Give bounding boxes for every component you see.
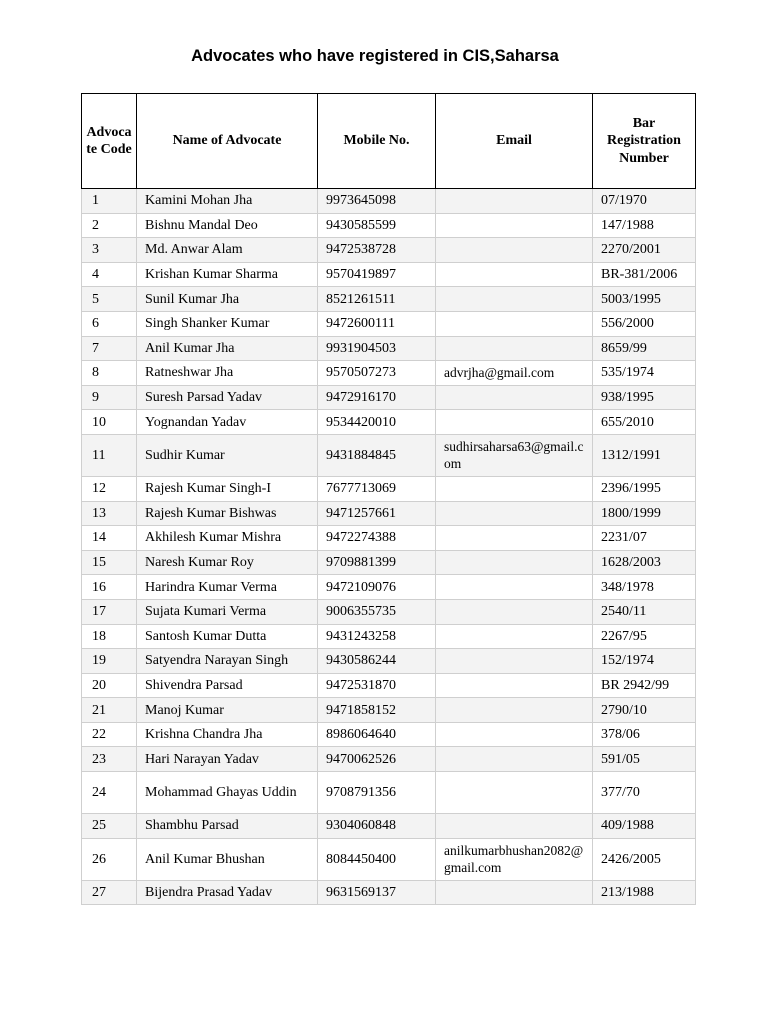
email-cell (436, 410, 593, 435)
table-row (82, 410, 696, 435)
email-cell (436, 262, 593, 287)
mobile-number-cell: 9471858152 (318, 698, 436, 723)
table-row (82, 501, 696, 526)
email-cell (436, 385, 593, 410)
mobile-number-cell: 9570419897 (318, 262, 436, 287)
advocate-name-cell: Shivendra Parsad (137, 673, 318, 698)
advocate-code-cell: 24 (82, 772, 137, 814)
table-row (82, 311, 696, 336)
header-advocate-code: Advocate Code (82, 94, 137, 189)
advocate-name-cell: Yognandan Yadav (137, 410, 318, 435)
mobile-number-cell: 8986064640 (318, 722, 436, 747)
advocate-code-cell: 15 (82, 550, 137, 575)
table-row (82, 336, 696, 361)
bar-registration-cell: BR 2942/99 (593, 673, 696, 698)
advocate-name-cell: Akhilesh Kumar Mishra (137, 526, 318, 551)
mobile-number-cell: 9430586244 (318, 649, 436, 674)
mobile-number-cell: 8521261511 (318, 287, 436, 312)
email-cell (436, 880, 593, 905)
mobile-number-cell: 9431243258 (318, 624, 436, 649)
mobile-number-cell: 9534420010 (318, 410, 436, 435)
mobile-number-cell: 9431884845 (318, 434, 436, 476)
email-cell (436, 476, 593, 501)
mobile-number-cell: 8084450400 (318, 838, 436, 880)
table-row (82, 189, 696, 214)
mobile-number-cell: 9472600111 (318, 311, 436, 336)
advocate-code-cell: 5 (82, 287, 137, 312)
advocate-code-cell: 7 (82, 336, 137, 361)
bar-registration-cell: 2267/95 (593, 624, 696, 649)
bar-registration-cell: 1800/1999 (593, 501, 696, 526)
advocate-code-cell: 1 (82, 189, 137, 214)
advocate-code-cell: 4 (82, 262, 137, 287)
mobile-number-cell: 9472531870 (318, 673, 436, 698)
bar-registration-cell: 2396/1995 (593, 476, 696, 501)
table-row (82, 550, 696, 575)
advocate-code-cell: 20 (82, 673, 137, 698)
mobile-number-cell: 9931904503 (318, 336, 436, 361)
bar-registration-cell: 1628/2003 (593, 550, 696, 575)
mobile-number-cell: 9470062526 (318, 747, 436, 772)
header-email: Email (436, 94, 593, 189)
advocate-name-cell: Manoj Kumar (137, 698, 318, 723)
mobile-number-cell: 9708791356 (318, 772, 436, 814)
email-cell (436, 747, 593, 772)
advocate-code-cell: 9 (82, 385, 137, 410)
advocate-code-cell: 14 (82, 526, 137, 551)
advocate-code-cell: 6 (82, 311, 137, 336)
bar-registration-cell: 152/1974 (593, 649, 696, 674)
advocate-name-cell: Naresh Kumar Roy (137, 550, 318, 575)
mobile-number-cell: 9472538728 (318, 238, 436, 263)
bar-registration-cell: 1312/1991 (593, 434, 696, 476)
advocate-code-cell: 16 (82, 575, 137, 600)
table-row (82, 476, 696, 501)
advocate-name-cell: Shambhu Parsad (137, 814, 318, 839)
mobile-number-cell: 7677713069 (318, 476, 436, 501)
bar-registration-cell: 378/06 (593, 722, 696, 747)
advocate-name-cell: Sunil Kumar Jha (137, 287, 318, 312)
email-cell (436, 501, 593, 526)
bar-registration-cell: 2231/07 (593, 526, 696, 551)
advocate-code-cell: 23 (82, 747, 137, 772)
bar-registration-cell: BR-381/2006 (593, 262, 696, 287)
advocate-name-cell: Ratneshwar Jha (137, 361, 318, 386)
advocate-name-cell: Rajesh Kumar Singh-I (137, 476, 318, 501)
email-cell (436, 189, 593, 214)
bar-registration-cell: 2270/2001 (593, 238, 696, 263)
advocate-code-cell: 18 (82, 624, 137, 649)
bar-registration-cell: 07/1970 (593, 189, 696, 214)
advocate-name-cell: Santosh Kumar Dutta (137, 624, 318, 649)
email-cell: anilkumarbhushan2082@gmail.com (436, 838, 593, 880)
email-cell (436, 336, 593, 361)
bar-registration-cell: 591/05 (593, 747, 696, 772)
email-cell (436, 238, 593, 263)
bar-registration-cell: 409/1988 (593, 814, 696, 839)
bar-registration-cell: 938/1995 (593, 385, 696, 410)
header-name-of-advocate: Name of Advocate (137, 94, 318, 189)
table-row (82, 814, 696, 839)
advocate-name-cell: Md. Anwar Alam (137, 238, 318, 263)
mobile-number-cell: 9973645098 (318, 189, 436, 214)
email-cell (436, 624, 593, 649)
table-row (82, 599, 696, 624)
advocate-name-cell: Kamini Mohan Jha (137, 189, 318, 214)
advocate-code-cell: 2 (82, 213, 137, 238)
advocate-name-cell: Bishnu Mandal Deo (137, 213, 318, 238)
advocate-name-cell: Rajesh Kumar Bishwas (137, 501, 318, 526)
bar-registration-cell: 8659/99 (593, 336, 696, 361)
advocate-code-cell: 19 (82, 649, 137, 674)
table-row (82, 361, 696, 386)
advocate-name-cell: Krishan Kumar Sharma (137, 262, 318, 287)
bar-registration-cell: 2540/11 (593, 599, 696, 624)
mobile-number-cell: 9304060848 (318, 814, 436, 839)
email-cell (436, 599, 593, 624)
mobile-number-cell: 9570507273 (318, 361, 436, 386)
mobile-number-cell: 9471257661 (318, 501, 436, 526)
advocate-code-cell: 22 (82, 722, 137, 747)
email-cell (436, 213, 593, 238)
mobile-number-cell: 9472109076 (318, 575, 436, 600)
email-cell (436, 550, 593, 575)
email-cell (436, 575, 593, 600)
bar-registration-cell: 377/70 (593, 772, 696, 814)
advocate-code-cell: 21 (82, 698, 137, 723)
bar-registration-cell: 2790/10 (593, 698, 696, 723)
advocate-name-cell: Sujata Kumari Verma (137, 599, 318, 624)
email-cell (436, 311, 593, 336)
table-row (82, 575, 696, 600)
mobile-number-cell: 9472274388 (318, 526, 436, 551)
mobile-number-cell: 9430585599 (318, 213, 436, 238)
header-bar-registration-number: Bar Registration Number (593, 94, 696, 189)
table-row (82, 880, 696, 905)
advocates-table (81, 93, 696, 905)
table-row (82, 649, 696, 674)
advocate-name-cell: Krishna Chandra Jha (137, 722, 318, 747)
table-row (82, 287, 696, 312)
advocate-name-cell: Anil Kumar Bhushan (137, 838, 318, 880)
advocate-code-cell: 13 (82, 501, 137, 526)
advocate-name-cell: Singh Shanker Kumar (137, 311, 318, 336)
advocate-code-cell: 26 (82, 838, 137, 880)
advocate-code-cell: 25 (82, 814, 137, 839)
table-header-row (82, 94, 696, 189)
advocate-code-cell: 17 (82, 599, 137, 624)
email-cell (436, 526, 593, 551)
bar-registration-cell: 348/1978 (593, 575, 696, 600)
bar-registration-cell: 556/2000 (593, 311, 696, 336)
document-title: Advocates who have registered in CIS,Saharsa (191, 47, 559, 65)
bar-registration-cell: 655/2010 (593, 410, 696, 435)
advocate-name-cell: Satyendra Narayan Singh (137, 649, 318, 674)
advocate-name-cell: Suresh Parsad Yadav (137, 385, 318, 410)
table-row (82, 526, 696, 551)
email-cell: advrjha@gmail.com (436, 361, 593, 386)
table-row (82, 772, 696, 814)
bar-registration-cell: 535/1974 (593, 361, 696, 386)
advocate-code-cell: 3 (82, 238, 137, 263)
table-row (82, 698, 696, 723)
advocate-name-cell: Anil Kumar Jha (137, 336, 318, 361)
table-row (82, 838, 696, 880)
email-cell (436, 772, 593, 814)
table-row (82, 238, 696, 263)
table-row (82, 747, 696, 772)
table-row (82, 722, 696, 747)
email-cell: sudhirsaharsa63@gmail.com (436, 434, 593, 476)
table-row (82, 624, 696, 649)
bar-registration-cell: 147/1988 (593, 213, 696, 238)
email-cell (436, 722, 593, 747)
bar-registration-cell: 2426/2005 (593, 838, 696, 880)
advocate-name-cell: Bijendra Prasad Yadav (137, 880, 318, 905)
email-cell (436, 287, 593, 312)
advocate-name-cell: Harindra Kumar Verma (137, 575, 318, 600)
advocate-code-cell: 8 (82, 361, 137, 386)
email-cell (436, 814, 593, 839)
advocate-code-cell: 12 (82, 476, 137, 501)
advocate-code-cell: 27 (82, 880, 137, 905)
email-cell (436, 698, 593, 723)
mobile-number-cell: 9472916170 (318, 385, 436, 410)
advocate-name-cell: Mohammad Ghayas Uddin (137, 772, 318, 814)
advocate-name-cell: Sudhir Kumar (137, 434, 318, 476)
mobile-number-cell: 9006355735 (318, 599, 436, 624)
email-cell (436, 673, 593, 698)
advocate-code-cell: 10 (82, 410, 137, 435)
mobile-number-cell: 9631569137 (318, 880, 436, 905)
table-row (82, 385, 696, 410)
table-row (82, 262, 696, 287)
bar-registration-cell: 213/1988 (593, 880, 696, 905)
table-row (82, 673, 696, 698)
email-cell (436, 649, 593, 674)
advocate-code-cell: 11 (82, 434, 137, 476)
bar-registration-cell: 5003/1995 (593, 287, 696, 312)
advocate-name-cell: Hari Narayan Yadav (137, 747, 318, 772)
mobile-number-cell: 9709881399 (318, 550, 436, 575)
table-row (82, 434, 696, 476)
header-mobile-no: Mobile No. (318, 94, 436, 189)
table-row (82, 213, 696, 238)
